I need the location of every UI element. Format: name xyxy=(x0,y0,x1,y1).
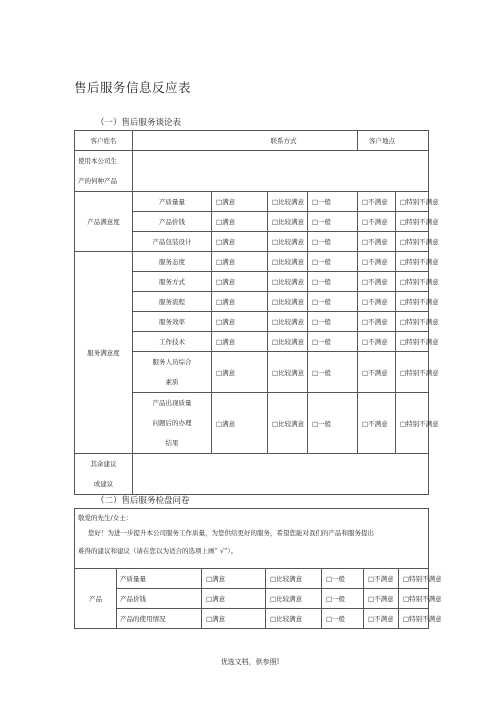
opt-average[interactable]: □一般 xyxy=(308,292,358,312)
group-product-satisfaction: 产品满意度 xyxy=(75,192,133,252)
opt-satisfied[interactable]: □满意 xyxy=(202,609,266,629)
opt-dissatisfied[interactable]: □不满意 xyxy=(358,252,396,272)
opt-average[interactable]: □一般 xyxy=(308,312,358,332)
opt-very-dissatisfied[interactable]: □特别不满意 xyxy=(399,589,429,609)
opt-average[interactable]: □一般 xyxy=(308,272,358,292)
opt-dissatisfied[interactable]: □不满意 xyxy=(358,272,396,292)
opt-fairly-satisfied[interactable]: □比较满意 xyxy=(268,272,308,292)
opt-satisfied[interactable]: □满意 xyxy=(212,393,268,454)
opt-very-dissatisfied[interactable]: □特别不满意 xyxy=(396,292,429,312)
opt-very-dissatisfied[interactable]: □特别不满意 xyxy=(396,212,429,232)
address-label: 客户地点 xyxy=(358,131,429,151)
letter-box xyxy=(75,509,429,569)
opt-dissatisfied[interactable]: □不满意 xyxy=(358,332,396,352)
opt-very-dissatisfied[interactable]: □特别不满意 xyxy=(396,232,429,252)
contact-label: 联系方式 xyxy=(268,131,358,151)
survey-table-1 xyxy=(74,130,439,495)
opt-very-dissatisfied[interactable]: □特别不满意 xyxy=(396,393,429,454)
opt-very-dissatisfied[interactable]: □特别不满意 xyxy=(396,312,429,332)
opt-average[interactable]: □一般 xyxy=(308,212,358,232)
opt-fairly-satisfied[interactable]: □比较满意 xyxy=(266,589,322,609)
opt-average[interactable]: □一般 xyxy=(308,352,358,393)
opt-dissatisfied[interactable]: □不满意 xyxy=(358,232,396,252)
intro-line-2: 难得的建议和建议（请在您以为适合的选项上画“ √”）。 xyxy=(78,547,238,555)
opt-very-dissatisfied[interactable]: □特别不满意 xyxy=(396,332,429,352)
row-label: 产质量量 xyxy=(133,192,212,212)
opt-fairly-satisfied[interactable]: □比较满意 xyxy=(268,332,308,352)
opt-fairly-satisfied[interactable]: □比较满意 xyxy=(268,212,308,232)
opt-fairly-satisfied[interactable]: □比较满意 xyxy=(266,569,322,589)
other-suggestions-label: 其余建议 或建议 xyxy=(75,454,133,495)
section2-heading: （二）售后服务检盘问卷 xyxy=(96,496,190,506)
row-label: 服务方式 xyxy=(133,272,212,292)
row-label-issue-handling: 产品出现质量 问题后的办理 结果 xyxy=(133,393,212,454)
opt-fairly-satisfied[interactable]: □比较满意 xyxy=(268,292,308,312)
opt-average[interactable]: □一般 xyxy=(308,393,358,454)
survey-table-2 xyxy=(74,508,442,629)
opt-dissatisfied[interactable]: □不满意 xyxy=(364,569,399,589)
opt-fairly-satisfied[interactable]: □比较满意 xyxy=(268,252,308,272)
row-label: 产质量量 xyxy=(117,569,202,589)
opt-fairly-satisfied[interactable]: □比较满意 xyxy=(266,609,322,629)
opt-average[interactable]: □一般 xyxy=(308,332,358,352)
row-label: 服务流程 xyxy=(133,292,212,312)
opt-dissatisfied[interactable]: □不满意 xyxy=(364,589,399,609)
opt-very-dissatisfied[interactable]: □特别不满意 xyxy=(399,569,429,589)
row-label: 产品包装设计 xyxy=(133,232,212,252)
row-label: 工作技术 xyxy=(133,332,212,352)
opt-very-dissatisfied[interactable]: □特别不满意 xyxy=(396,252,429,272)
opt-satisfied[interactable]: □满意 xyxy=(212,352,268,393)
opt-satisfied[interactable]: □满意 xyxy=(212,212,268,232)
opt-fairly-satisfied[interactable]: □比较满意 xyxy=(268,192,308,212)
row-label: 产品价钱 xyxy=(133,212,212,232)
opt-fairly-satisfied[interactable]: □比较满意 xyxy=(268,312,308,332)
opt-satisfied[interactable]: □满意 xyxy=(212,192,268,212)
intro-line-1: 您好！为进一步提升本公司服务工作质量，为您供给更好的服务，希望您能对我们的产品和服务提出 xyxy=(88,529,374,537)
product-answer[interactable] xyxy=(133,151,429,192)
opt-average[interactable]: □一般 xyxy=(308,232,358,252)
opt-dissatisfied[interactable]: □不满意 xyxy=(364,609,399,629)
customer-name-value[interactable] xyxy=(133,131,268,151)
opt-dissatisfied[interactable]: □不满意 xyxy=(358,312,396,332)
opt-satisfied[interactable]: □满意 xyxy=(202,589,266,609)
opt-dissatisfied[interactable]: □不满意 xyxy=(358,393,396,454)
opt-average[interactable]: □一般 xyxy=(322,589,364,609)
page-title: 售后服务信息反应表 xyxy=(74,80,192,95)
opt-satisfied[interactable]: □满意 xyxy=(212,272,268,292)
opt-very-dissatisfied[interactable]: □特别不满意 xyxy=(396,192,429,212)
greeting: 敬爱的先生/女士： xyxy=(78,514,133,522)
opt-average[interactable]: □一般 xyxy=(308,192,358,212)
group-product: 产品 xyxy=(75,569,117,629)
opt-dissatisfied[interactable]: □不满意 xyxy=(358,292,396,312)
opt-dissatisfied[interactable]: □不满意 xyxy=(358,352,396,393)
opt-satisfied[interactable]: □满意 xyxy=(212,292,268,312)
customer-name-label: 客户姓名 xyxy=(75,131,133,151)
page-footer: 优选文档，供参照! xyxy=(220,658,280,666)
row-label-staff: 服务人员综合 素质 xyxy=(133,352,212,393)
opt-very-dissatisfied[interactable]: □特别不满意 xyxy=(396,352,429,393)
opt-average[interactable]: □一般 xyxy=(322,609,364,629)
opt-satisfied[interactable]: □满意 xyxy=(212,312,268,332)
opt-fairly-satisfied[interactable]: □比较满意 xyxy=(268,352,308,393)
opt-satisfied[interactable]: □满意 xyxy=(202,569,266,589)
opt-dissatisfied[interactable]: □不满意 xyxy=(358,192,396,212)
other-suggestions-field[interactable] xyxy=(133,454,429,495)
opt-very-dissatisfied[interactable]: □特别不满意 xyxy=(399,609,429,629)
opt-very-dissatisfied[interactable]: □特别不满意 xyxy=(396,272,429,292)
opt-satisfied[interactable]: □满意 xyxy=(212,232,268,252)
row-label: 服务效率 xyxy=(133,312,212,332)
group-service-satisfaction: 服务满意度 xyxy=(75,252,133,454)
row-label: 产品价钱 xyxy=(117,589,202,609)
product-question: 使用本公司生 产的何种产品 xyxy=(75,151,133,192)
row-label: 服务态度 xyxy=(133,252,212,272)
opt-fairly-satisfied[interactable]: □比较满意 xyxy=(268,232,308,252)
opt-satisfied[interactable]: □满意 xyxy=(212,252,268,272)
row-label: 产品的使用情况 xyxy=(117,609,202,629)
opt-average[interactable]: □一般 xyxy=(322,569,364,589)
opt-satisfied[interactable]: □满意 xyxy=(212,332,268,352)
opt-dissatisfied[interactable]: □不满意 xyxy=(358,212,396,232)
opt-fairly-satisfied[interactable]: □比较满意 xyxy=(268,393,308,454)
section1-heading: （一）售后服务谈论表 xyxy=(96,118,182,128)
opt-average[interactable]: □一般 xyxy=(308,252,358,272)
